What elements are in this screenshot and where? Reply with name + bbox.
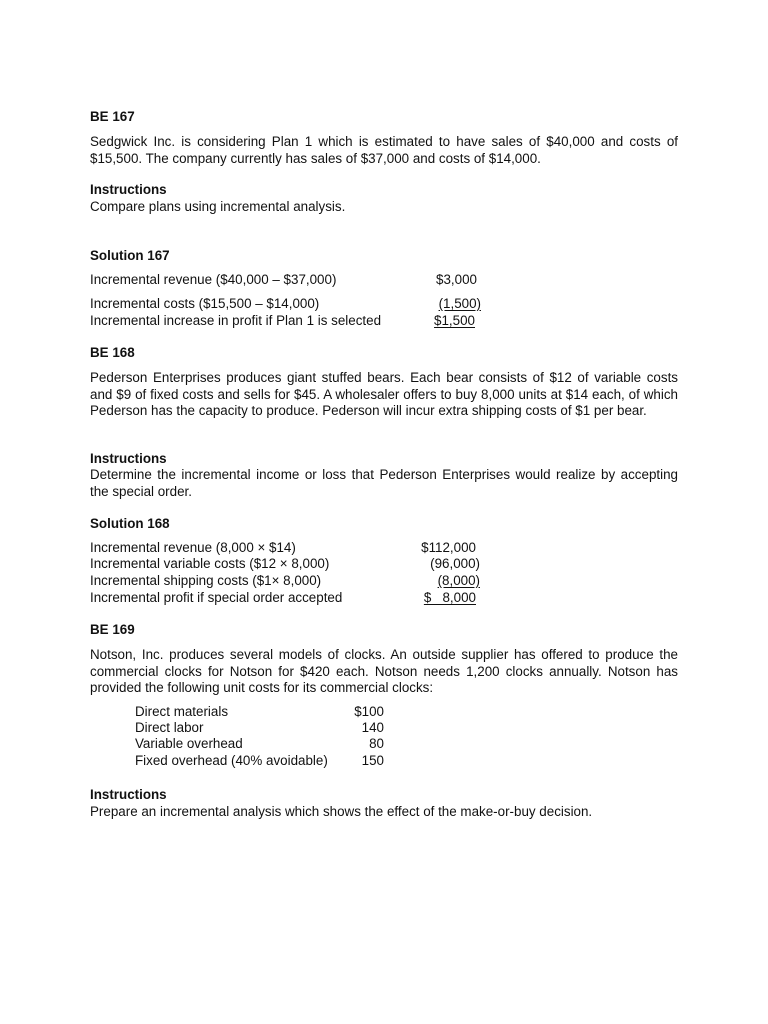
- solution168-row-label: Incremental variable costs ($12 × 8,000): [90, 556, 330, 571]
- solution167-row-label: Incremental costs ($15,500 – $14,000): [90, 296, 320, 311]
- cost-item-label: Fixed overhead (40% avoidable): [135, 753, 328, 768]
- solution168-row-label: Incremental shipping costs ($1× 8,000): [90, 573, 322, 588]
- be169-heading: BE 169: [90, 622, 135, 637]
- cost-item-value: 150: [361, 753, 384, 768]
- cost-item-label: Direct labor: [135, 720, 204, 735]
- be167-text: Sedgwick Inc. is considering Plan 1 which is estimated to have sales of $40,000 and costs of $15,500. The company currently has sales of $37,000 and costs of $14,000.: [90, 134, 678, 166]
- solution167-row-label: Incremental revenue ($40,000 – $37,000): [90, 272, 337, 287]
- solution168-row-value: (96,000): [430, 556, 480, 571]
- solution168-row-value: $112,000: [421, 540, 476, 555]
- cost-item-value: 80: [369, 736, 384, 751]
- be167-heading: BE 167: [90, 109, 135, 124]
- be167-instructions-heading: Instructions: [90, 182, 167, 197]
- be167-instructions: Compare plans using incremental analysis.: [90, 199, 346, 214]
- solution167-row-value: $3,000: [436, 272, 477, 287]
- solution168-row-label: Incremental revenue (8,000 × $14): [90, 540, 296, 555]
- solution168-heading: Solution 168: [90, 516, 170, 531]
- cost-item-value: $100: [354, 704, 384, 719]
- solution167-heading: Solution 167: [90, 248, 170, 263]
- be168-heading: BE 168: [90, 345, 135, 360]
- solution167-row-value: (1,500): [438, 296, 481, 311]
- cost-item-label: Variable overhead: [135, 736, 243, 751]
- solution168-row-value: $ 8,000: [423, 590, 476, 605]
- be168-instructions-heading: Instructions: [90, 451, 167, 466]
- cost-item-value: 140: [361, 720, 384, 735]
- be168-text: Pederson Enterprises produces giant stuffed bears. Each bear consists of $12 of variable costs and $9 of fixed costs and sells for $45. A wholesaler offers to buy 8,000 units at $14 each, of which Pederson has the capacity to produce. Pederson will incur extra shipping costs of $1 per bear.: [90, 370, 678, 418]
- solution167-row-value: $1,500: [434, 313, 475, 328]
- be169-text: Notson, Inc. produces several models of clocks. An outside supplier has offered to produce the commercial clocks for Notson for $420 each. Notson needs 1,200 clocks annually. Notson has provided the following unit costs for its commercial clocks:: [90, 647, 678, 695]
- solution167-row-label: Incremental increase in profit if Plan 1 is selected: [90, 313, 382, 328]
- solution168-row-label: Incremental profit if special order accepted: [90, 590, 343, 605]
- cost-item-label: Direct materials: [135, 704, 229, 719]
- be169-instructions: Prepare an incremental analysis which shows the effect of the make-or-buy decision.: [90, 804, 593, 819]
- be168-instructions: Determine the incremental income or loss that Pederson Enterprises would realize by accepting the special order.: [90, 467, 678, 499]
- be169-instructions-heading: Instructions: [90, 787, 167, 802]
- solution168-row-value: (8,000): [437, 573, 480, 588]
